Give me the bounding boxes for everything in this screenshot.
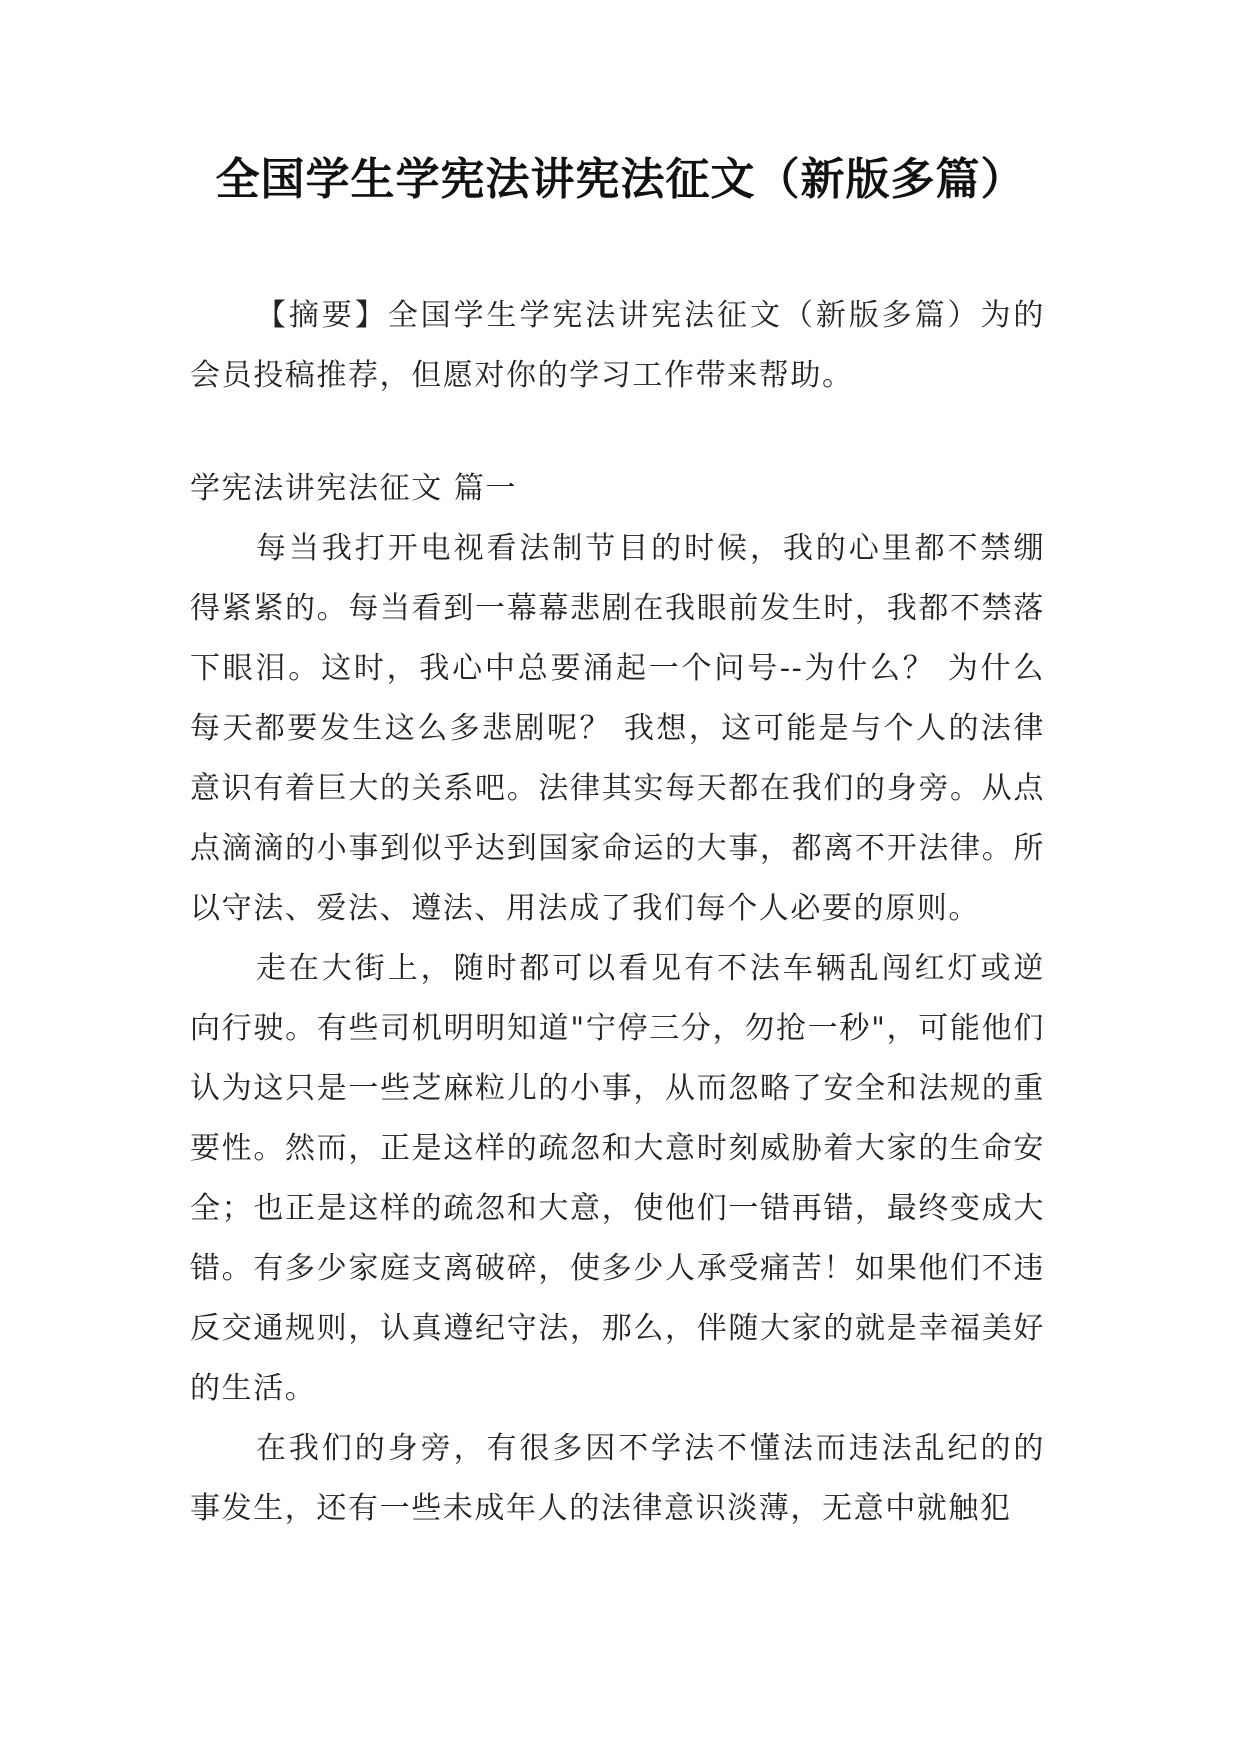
section-heading: 学宪法讲宪法征文 篇一 <box>190 471 518 506</box>
body-paragraph: 每当我打开电视看法制节目的时候，我的心里都不禁绷得紧紧的。每当看到一幕幕悲剧在我眼前发生时，我都不禁落下眼泪。这时，我心中总要涌起一个问号--为什么？ 为什么每天都要发生这么多悲剧呢？ 我想，这可能是与个人的法律意识有着巨大的关系吧。法律其实每天都在我们的身旁。从点点滴滴的小事到似乎达到国家命运的大事，都离不开法律。所以守法、爱法、遵法、用法成了我们每个人必要的原则。 <box>190 531 1045 926</box>
body-paragraph: 走在大街上，随时都可以看见有不法车辆乱闯红灯或逆向行驶。有些司机明明知道"宁停三分，勿抢一秒"，可能他们认为这只是一些芝麻粒儿的小事，从而忽略了安全和法规的重要性。然而，正是这样的疏忽和大意时刻威胁着大家的生命安全；也正是这样的疏忽和大意，使他们一错再错，最终变成大错。有多少家庭支离破碎，使多少人承受痛苦！如果他们不违反交通规则，认真遵纪守法，那么，伴随大家的就是幸福美好的生活。 <box>190 951 1045 1406</box>
abstract-paragraph: 【摘要】全国学生学宪法讲宪法征文（新版多篇）为的会员投稿推荐，但愿对你的学习工作带来帮助。 <box>190 298 1045 393</box>
section-body <box>190 519 1045 1539</box>
document-title: 全国学生学宪法讲宪法征文（新版多篇） <box>215 154 1026 205</box>
body-paragraph: 在我们的身旁，有很多因不学法不懂法而违法乱纪的的事发生，还有一些未成年人的法律意识淡薄，无意中就触犯 <box>190 1431 1045 1526</box>
